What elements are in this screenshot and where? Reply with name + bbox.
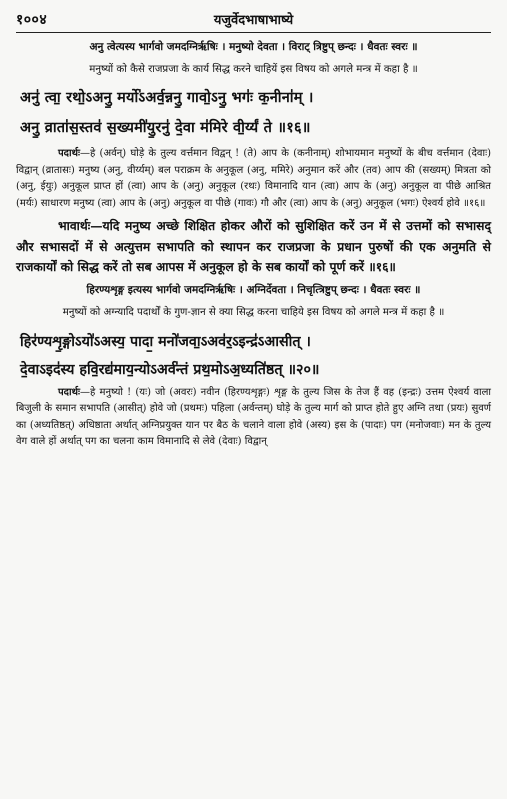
bhavartha-paragraph: [16, 216, 491, 278]
bhavartha-text: —यदि मनुष्य अच्छे शिक्षित होकर औरों को सुशिक्षित करें उन में से उत्तमों को सभासद् और सभासदों में से अत्युत्तम सभापति को स्थापन कर राजप्रजा के प्रधान पुरुषों की एक अनुमति से राजकार्यों को सिद्ध करें तो सब आपस में अनुकूल हो के सब कार्यों को पूर्ण करें ॥१६॥: [16, 218, 491, 274]
bhavartha-label: भावार्थः: [58, 218, 91, 233]
padartha-text: —हे मनुष्यो ! (यः) जो (अवरः) नवीन (हिरण्यशृङ्गः) शृङ्ग के तुल्य जिस के तेज हैं वह (इन्द्रः) उत्तम ऐश्वर्य वाला बिजुली के समान सभापति (आसीत्) होवे जो (प्रथमः) पहिला (अर्वन्तम्) घोड़े के तुल्य मार्ग को प्राप्त होते हुए अग्नि तथा (प्रयः) सुवर्ण का (अध्यतिष्ठत्) अधिष्ठाता अर्थात् अग्निप्रयुक्त यान पर बैठ के चलाने वाला होवे (अस्य) इस के (पादाः) पग (मनोजवाः) मन के तुल्य वेग वाले हों अर्थात् पग का चलना काम विमानादि से लेवे (देवाः) विद्वान्: [16, 386, 491, 447]
mantra-line-2: अनु॒ व्राता॑स॒स्तव॑ स॒ख्यमी॑यु॒रनु॑ दे॒वा म॑मिरे वी॒र्य्यं ते ॥१६॥: [20, 119, 311, 136]
running-title: यजुर्वेदभाषाभाष्ये: [213, 13, 294, 28]
subject-intro: मनुष्यों को कैसे राजप्रजा के कार्य सिद्ध करने चाहियें इस विषय को अगले मन्त्र में कहा है ॥: [89, 64, 418, 75]
padartha-paragraph: [16, 385, 491, 451]
section-mantra-19: [16, 39, 491, 278]
rishi-devata-line: हिरण्यशृङ्ग इत्यस्य भार्गवो जमदग्निर्ऋषिः । अग्निर्देवता । निचृत्त्रिष्टुप् छन्दः । धैवतः स्वरः ॥: [86, 283, 421, 296]
padartha-paragraph: [16, 146, 491, 212]
mantra-line-1: हिर॑ण्यशृ॒ङ्गोऽयो॑ऽअस्य॒ पादा॒ मनो॑जवा॒ऽअव॑र॒ऽइन्द्र॑ऽआसीत् ।: [20, 333, 311, 350]
mantra-line-1: अनु॑ त्वा॒ रथो॒ऽअनु॒ मर्यो॑ऽअर्व॒न्ननु॒ गावो॒ऽनु॒ भगः॑ क॒नीना॑म् ।: [20, 89, 314, 106]
subject-intro: मनुष्यों को अग्न्यादि पदार्थों के गुण-ज्ञान से क्या सिद्ध करना चाहिये इस विषय को अगले मन्त्र में कहा है ॥: [62, 306, 445, 318]
padartha-label: पदार्थः: [58, 386, 80, 398]
padartha-label: पदार्थः: [58, 148, 80, 159]
padartha-text: —हे (अर्वन्) घोड़े के तुल्य वर्त्तमान विद्वन् ! (ते) आप के (कनीनाम्) शोभायमान मनुष्यों के बीच वर्त्तमान (देवाः) विद्वान् (व्रातासः) मनुष्य (अनु, वीर्य्यम्) बल पराक्रम के अनुकूल (अनु, ममिरे) अनुमान करें और (तव) आप की (सख्यम्) मित्रता को (अनु, ईयुः) अनुकूल प्राप्त हों (त्वा) आप के (अनु) अनुकूल (रथः) विमानादि यान (त्वा) आप के (अनु) अनुकूल वा पीछे आश्रित (मर्यः) साधारण मनुष्य (त्वा) आप के (अनु) अनुकूल वा पीछे (गावः) गौ और (त्वा) आप के (अनु) अनुकूल (भगः) ऐश्वर्य होवे ॥१६॥: [16, 148, 491, 209]
page-header: [16, 10, 491, 33]
mantra-line-2: दे॒वाऽइद॑स्य हवि॒रद्य॑माय॒न्योऽअर्व॑न्तं प्रथ॒मोऽअ॒ध्यति॑ष्ठत् ॥२०॥: [20, 361, 320, 378]
rishi-devata-line: अनु त्वेत्यस्य भार्गवो जमदग्निर्ऋषिः । मनुष्यो देवता । विराट् त्रिष्टुप् छन्दः । धैवतः स्वरः ॥: [89, 41, 418, 53]
section-mantra-20: [16, 282, 491, 451]
page-number: १००४: [16, 12, 48, 28]
